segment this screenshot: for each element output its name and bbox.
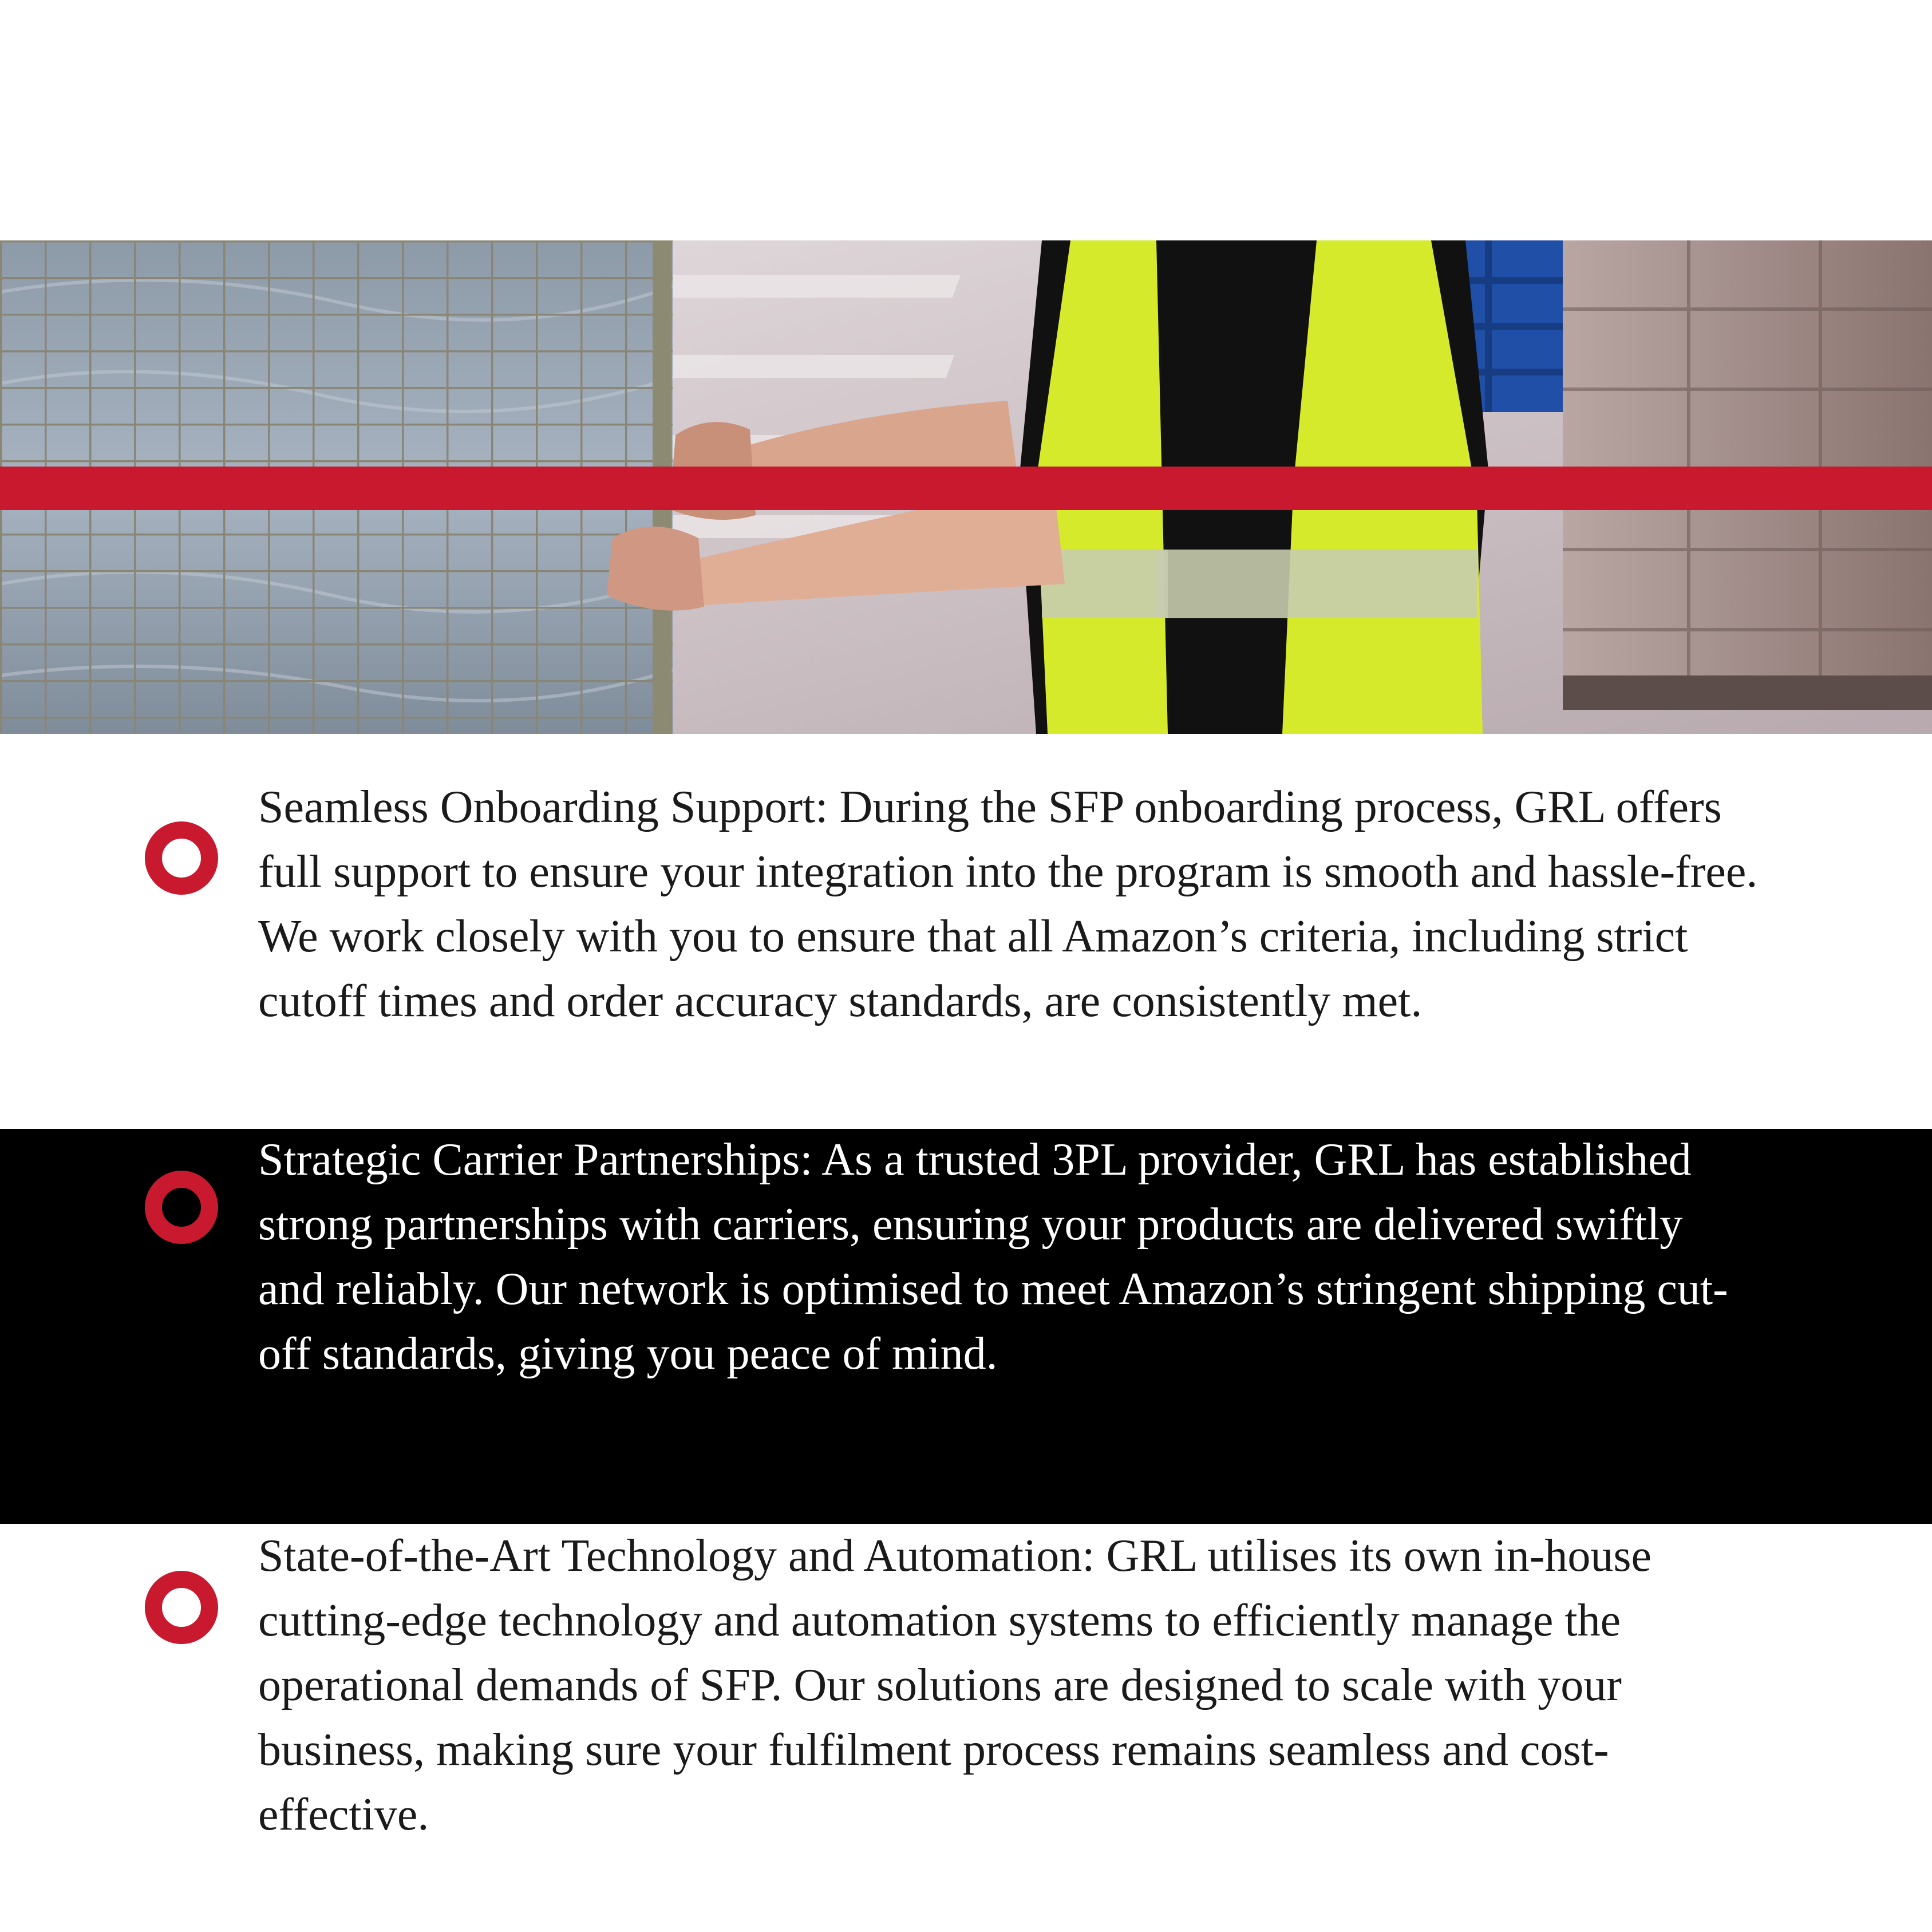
red-accent-band [0, 467, 1932, 510]
bullet-section-technology [0, 1524, 1932, 1932]
bullet-text-onboarding: Seamless Onboarding Support: During the SFP onboarding process, GRL offers full support to ensure your integration into the program is smooth and hassle-free. We work closely with you to ensure that all Amazon’s criteria, including strict cutoff times and order accuracy standards, are consistently met. [258, 782, 1758, 1026]
bullet-section-carriers [0, 1129, 1932, 1524]
ring-bullet-icon [145, 1171, 218, 1244]
ring-bullet-icon [145, 821, 218, 895]
bullet-text-carriers: Strategic Carrier Partnerships: As a trusted 3PL provider, GRL has established strong partnerships with carriers, ensuring your products are delivered swiftly and reliably. Our network is optimised to meet Amazon’s stringent shipping cut-off standards, giving you peace of mind. [258, 1135, 1728, 1379]
hero-photo [0, 240, 1932, 734]
bullet-text-technology: State-of-the-Art Technology and Automation: GRL utilises its own in-house cutting-edge technology and automation systems to efficiently manage the operational demands of SFP. Our solutions are designed to scale with your business, making sure your fulfilment process remains seamless and cost-effective. [258, 1531, 1652, 1840]
ring-bullet-icon [145, 1571, 218, 1644]
bullet-section-onboarding [0, 734, 1932, 1129]
